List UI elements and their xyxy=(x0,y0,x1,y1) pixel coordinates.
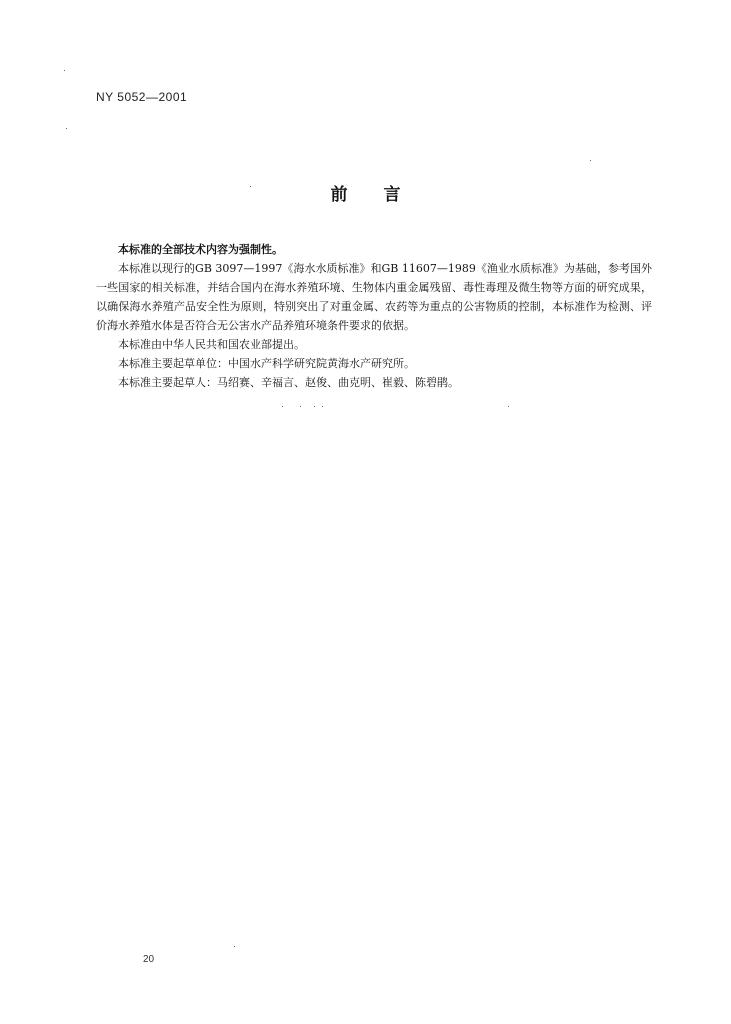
scan-speck xyxy=(590,160,591,161)
paragraph-drafters: 本标准主要起草人：马绍赛、辛福言、赵俊、曲克明、崔毅、陈碧鹃。 xyxy=(118,376,459,389)
page-title: 前言 xyxy=(330,185,437,205)
scan-speck xyxy=(300,406,301,407)
paragraph-mandatory-statement: 本标准的全部技术内容为强制性。 xyxy=(118,243,283,256)
standard-code-header: NY 5052—2001 xyxy=(96,90,188,104)
scan-speck xyxy=(322,406,323,407)
scan-speck xyxy=(282,406,283,407)
paragraph-drafting-unit: 本标准主要起草单位：中国水产科学研究院黄海水产研究所。 xyxy=(118,357,415,370)
scan-speck xyxy=(234,946,235,947)
scan-speck xyxy=(508,406,509,407)
page-number: 20 xyxy=(143,954,155,965)
paragraph-proposer: 本标准由中华人民共和国农业部提出。 xyxy=(118,338,305,351)
scan-speck xyxy=(66,128,67,129)
scan-speck xyxy=(64,70,65,71)
foreword-body xyxy=(96,240,652,392)
paragraph-basis: 本标准以现行的GB 3097—1997《海水水质标准》和GB 11607—1989《渔业水质标准》为基础，参考国外一些国家的相关标准，并结合国内在海水养殖环境、生物体内重金属残留、毒性毒理及微生物等方面的研究成果，以确保海水养殖产品安全性为原则，特别突出了对重金属、农药等为重点的公害物质的控制，本标准作为检测、评价海水养殖水体是否符合无公害水产品养殖环境条件要求的依据。 xyxy=(96,262,652,332)
scan-speck xyxy=(250,186,251,187)
scan-speck xyxy=(314,406,315,407)
